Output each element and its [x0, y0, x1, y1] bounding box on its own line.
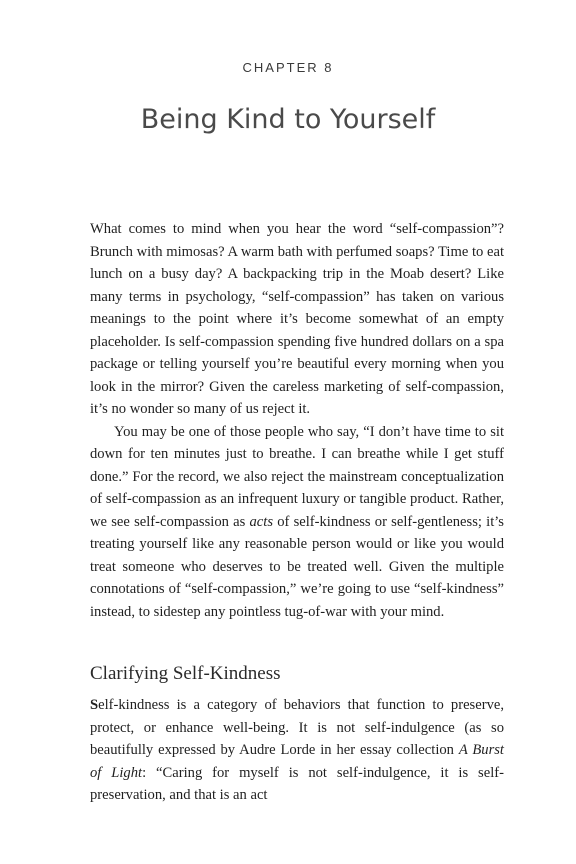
section-paragraph-1-end: : “Caring for myself is not self-indulgence, it is self-preservation, and that is an act [90, 764, 504, 803]
intro-text [90, 218, 504, 623]
intro-paragraph-2-end: of self-kindness or self-gentleness; it’s treating yourself like any reasonable person would or like you would treat someone who deserves to be treated well. Given the multiple connotations of “self-compassion,” we’re going to use “self-kindness” instead, to sidestep any pointless tug-of-war with your mind. [90, 513, 504, 620]
book-title-emphasis: A Burst of Light [90, 742, 504, 781]
section-text [90, 694, 504, 807]
intro-paragraph-2 [90, 421, 504, 624]
intro-paragraph-2-start: You may be one of those people who say, “I don’t have time to sit down for ten minutes just to breathe. I can breathe while I get stuff done.” For the record, we also reject the mainstream conceptualization of self-compassion as an infrequent luxury or tangible product. Rather, we see self-compassion as [90, 423, 504, 530]
section-paragraph-1 [90, 694, 504, 807]
intro-paragraph-2-emphasis: acts [249, 513, 273, 530]
chapter-label: CHAPTER 8 [242, 60, 334, 75]
section-paragraph-1-start: elf-kindness is a category of behaviors that function to preserve, protect, or enhance well-being. It is not self-indulgence (as so beautifully expressed by Audre Lorde in her essay collection [90, 697, 504, 758]
section-lead-letter: S [90, 697, 99, 713]
intro-paragraph-1: What comes to mind when you hear the word “self-compassion”? Brunch with mimosas? A warm bath with perfumed soaps? Time to eat lunch on a busy day? A backpacking trip in the Moab desert? Like many terms in psychology, “self-compassion” has taken on various meanings to the point where it’s become somewhat of an empty placeholder. Is self-compassion spending five hundred dollars on a spa package or telling yourself you’re beautiful every morning when you look in the mirror? Given the careless marketing of self-compassion, it’s no wonder so many of us reject it. [90, 221, 504, 417]
section-heading: Clarifying Self-Kindness [90, 663, 281, 684]
chapter-title: Being Kind to Yourself [140, 104, 436, 135]
